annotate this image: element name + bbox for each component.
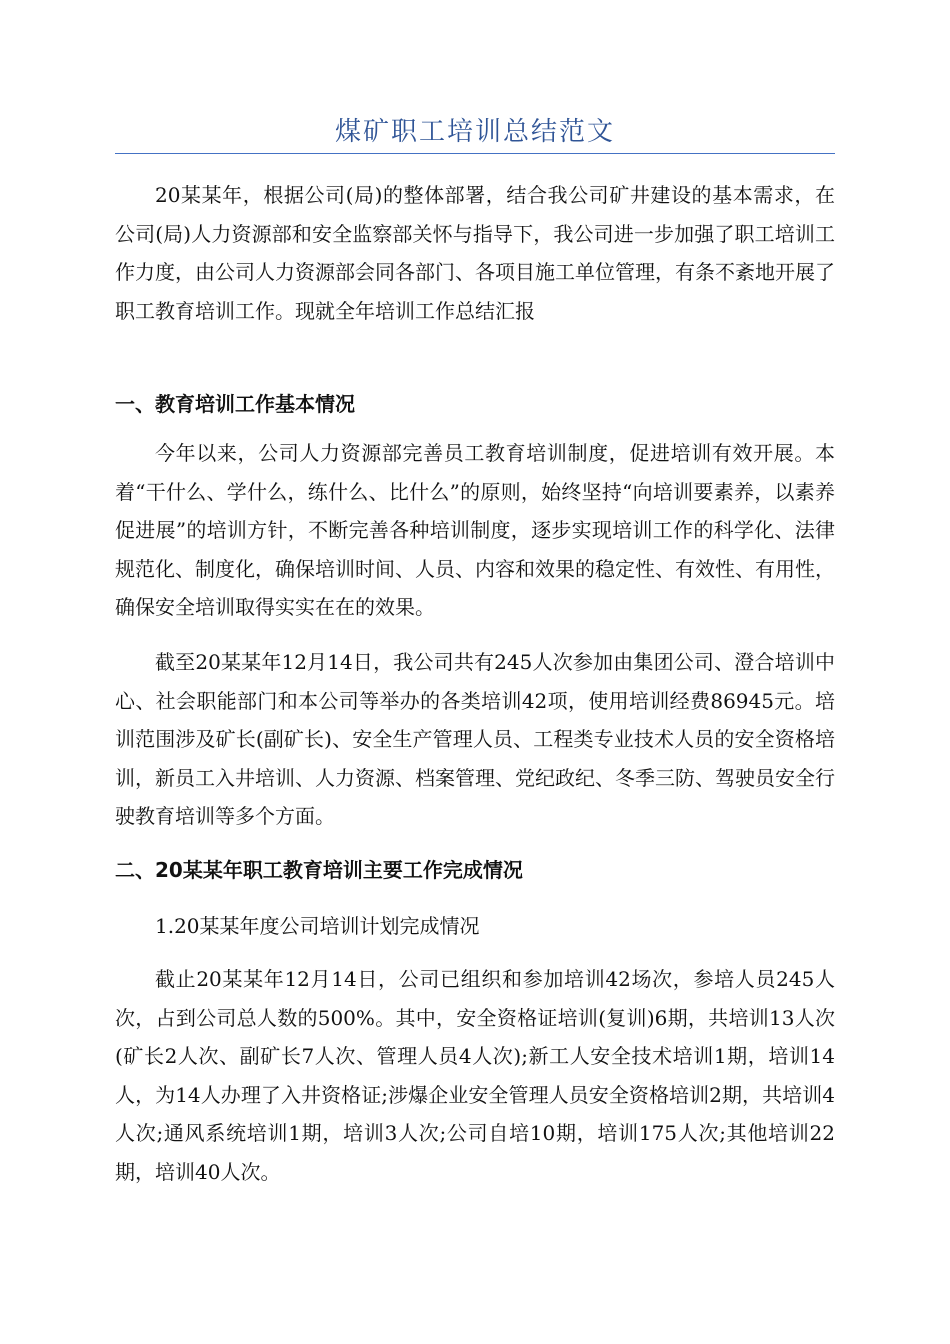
- section-1-heading: 一、教育培训工作基本情况: [115, 392, 355, 416]
- section-2-heading: 二、20某某年职工教育培训主要工作完成情况: [115, 858, 523, 882]
- title-underline: [115, 153, 835, 154]
- section-1-paragraph-1: 今年以来，公司人力资源部完善员工教育培训制度，促进培训有效开展。本着“干什么、学什么，练什么、比什么”的原则，始终坚持“向培训要素养，以素养促进展”的培训方针，不断完善各种培训制度，逐步实现培训工作的科学化、法律规范化、制度化，确保培训时间、人员、内容和效果的稳定性、有效性、有用性，确保安全培训取得实实在在的效果。: [115, 441, 835, 619]
- document-title: 煤矿职工培训总结范文: [334, 117, 615, 147]
- section-2-paragraph-1: 截止20某某年12月14日，公司已组织和参加培训42场次，参培人员245人次，占到公司总人数的500%。其中，安全资格证培训(复训)6期，共培训13人次(矿长2人次、副矿长7人次、管理人员4人次);新工人安全技术培训1期，培训14人，为14人办理了入井资格证;涉爆企业安全管理人员安全资格培训2期，共培训4人次;通风系统培训1期，培训3人次;公司自培10期，培训175人次;其他培训22期，培训40人次。: [115, 967, 835, 1184]
- section-2-subheading: 1.20某某年度公司培训计划完成情况: [155, 914, 480, 938]
- intro-paragraph: 20某某年，根据公司(局)的整体部署，结合我公司矿井建设的基本需求，在公司(局)人力资源部和安全监察部关怀与指导下，我公司进一步加强了职工培训工作力度，由公司人力资源部会同各部门、各项目施工单位管理，有条不紊地开展了职工教育培训工作。现就全年培训工作总结汇报: [115, 183, 835, 323]
- section-1-paragraph-2: 截至20某某年12月14日，我公司共有245人次参加由集团公司、澄合培训中心、社会职能部门和本公司等举办的各类培训42项，使用培训经费86945元。培训范围涉及矿长(副矿长)、安全生产管理人员、工程类专业技术人员的安全资格培训，新员工入井培训、人力资源、档案管理、党纪政纪、冬季三防、驾驶员安全行驶教育培训等多个方面。: [115, 650, 835, 828]
